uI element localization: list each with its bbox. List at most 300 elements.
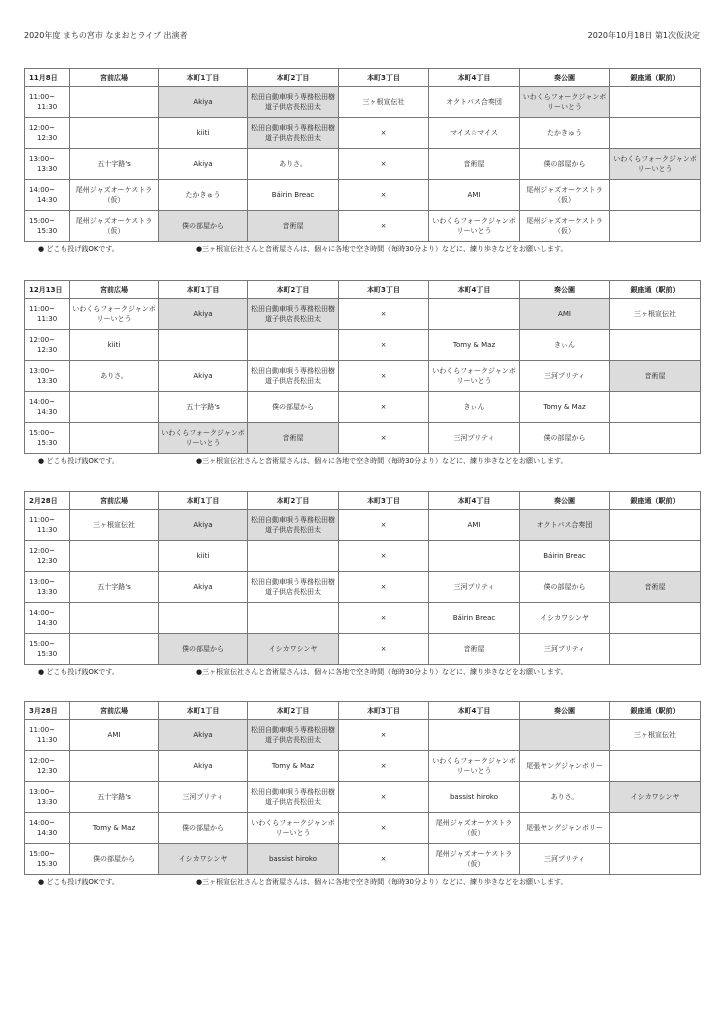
performer-cell: [520, 423, 610, 454]
performer-cell: [70, 180, 159, 211]
time-end: 14:30: [37, 408, 58, 416]
performer-cell: [520, 813, 610, 844]
performer-cell: [70, 572, 159, 603]
performer-name: ×: [380, 403, 387, 411]
venue-header: 本町1丁目: [159, 281, 248, 299]
performer-cell: [70, 751, 159, 782]
performer-cell: [339, 720, 429, 751]
performer-cell: [70, 330, 159, 361]
schedule-block: [24, 68, 701, 256]
performer-name: Tomy & Maz: [92, 824, 136, 832]
performer-cell: [159, 572, 248, 603]
event-date: 12月13日: [25, 281, 70, 299]
performer-name: きぃん: [463, 403, 485, 411]
table-row: [25, 361, 701, 392]
table-row: [25, 720, 701, 751]
table-row: [25, 423, 701, 454]
time-end: 13:30: [37, 165, 58, 173]
time-end: 11:30: [37, 315, 58, 323]
table-header-row: [25, 69, 701, 87]
performer-cell: [159, 361, 248, 392]
performer-cell: [159, 634, 248, 665]
performer-name: ×: [380, 372, 387, 380]
performer-name: きぃん: [554, 341, 575, 349]
performer-name: Akiya: [193, 310, 213, 318]
performer-name: 三河プリティ: [543, 645, 586, 653]
time-slot: [25, 510, 70, 541]
event-date: 11月8日: [25, 69, 70, 87]
performer-cell: [248, 423, 339, 454]
performer-cell: [248, 813, 339, 844]
performer-name: kiiti: [196, 129, 210, 137]
performer-name: 僕の部屋から: [543, 583, 586, 591]
performer-name: AMI: [467, 521, 481, 529]
time-slot: [25, 211, 70, 242]
performer-cell: [70, 720, 159, 751]
venue-header: 銀座通（駅前）: [610, 492, 701, 510]
performer-cell: [520, 782, 610, 813]
venue-header: 本町2丁目: [248, 281, 339, 299]
time-start: 13:00~: [29, 155, 56, 163]
performer-cell: [610, 720, 701, 751]
performer-cell: [429, 634, 520, 665]
venue-header: 本町1丁目: [159, 69, 248, 87]
performer-cell: [520, 634, 610, 665]
time-start: 15:00~: [29, 429, 56, 437]
venue-header: 宮前広場: [70, 702, 159, 720]
performer-cell: [429, 361, 520, 392]
document-date-status: 2020年10月18日 第1次仮決定: [587, 31, 700, 40]
performer-cell: [610, 211, 701, 242]
performer-cell: [248, 603, 339, 634]
time-end: 12:30: [37, 767, 58, 775]
schedule-table: [24, 491, 701, 665]
table-row: [25, 149, 701, 180]
performer-cell: [248, 720, 339, 751]
performer-name: イシカワシンヤ: [630, 793, 680, 801]
performer-cell: [610, 844, 701, 875]
venue-header: 宮前広場: [70, 281, 159, 299]
tip-note: ● どこも投げ銭OKです。: [38, 457, 119, 465]
performer-name: いわくらフォークジャンボリーいとう: [432, 217, 516, 235]
table-row: [25, 180, 701, 211]
parade-note: ●三ヶ根宣伝社さんと音術屋さんは、個々に各地で空き時間（毎時30分より）などに、練り歩きなどをお願いします。: [196, 457, 568, 465]
performer-name: Báirin Breac: [543, 552, 586, 560]
table-row: [25, 330, 701, 361]
time-end: 15:30: [37, 650, 58, 658]
performer-cell: [339, 844, 429, 875]
performer-cell: [70, 541, 159, 572]
performer-name: 三ヶ根宣伝社: [362, 98, 405, 106]
performer-cell: [520, 392, 610, 423]
performer-cell: [610, 149, 701, 180]
time-start: 15:00~: [29, 850, 56, 858]
time-start: 12:00~: [29, 124, 56, 132]
time-start: 11:00~: [29, 516, 56, 524]
performer-name: いわくらフォークジャンボリーいとう: [432, 367, 516, 385]
time-slot: [25, 180, 70, 211]
performer-cell: [248, 361, 339, 392]
schedule-table: [24, 701, 701, 875]
performer-name: 尾州ジャズオーケストラ（仮）: [526, 186, 603, 204]
time-slot: [25, 149, 70, 180]
venue-header: 本町1丁目: [159, 492, 248, 510]
performer-name: 松田自動車唄う専務松田樹道子供店長松田太: [251, 93, 335, 111]
tip-note: ● どこも投げ銭OKです。: [38, 668, 119, 676]
time-end: 11:30: [37, 103, 58, 111]
performer-name: いわくらフォークジャンボリーいとう: [161, 429, 245, 447]
performer-name: 音術屋: [463, 645, 485, 653]
parade-note: ●三ヶ根宣伝社さんと音術屋さんは、個々に各地で空き時間（毎時30分より）などに、練り歩きなどをお願いします。: [196, 245, 568, 253]
performer-cell: [610, 813, 701, 844]
performer-name: ありさ。: [279, 160, 307, 168]
table-row: [25, 118, 701, 149]
performer-name: AMI: [467, 191, 481, 199]
time-start: 13:00~: [29, 367, 56, 375]
performer-cell: [159, 180, 248, 211]
performer-cell: [70, 392, 159, 423]
performer-name: ×: [380, 645, 387, 653]
performer-name: 音術屋: [644, 583, 666, 591]
performer-cell: [429, 603, 520, 634]
time-slot: [25, 87, 70, 118]
parade-note: ●三ヶ根宣伝社さんと音術屋さんは、個々に各地で空き時間（毎時30分より）などに、練り歩きなどをお願いします。: [196, 878, 568, 886]
venue-header: 奏公園: [520, 69, 610, 87]
performer-cell: [520, 180, 610, 211]
performer-name: 尾州ジャズオーケストラ（仮）: [526, 217, 603, 235]
performer-cell: [159, 392, 248, 423]
time-slot: [25, 603, 70, 634]
performer-name: Akiya: [193, 521, 213, 529]
performer-name: 三ヶ根宣伝社: [634, 310, 676, 318]
performer-cell: [159, 720, 248, 751]
performer-name: 五十字路's: [186, 403, 220, 411]
time-start: 11:00~: [29, 305, 56, 313]
schedule-note: [24, 665, 701, 679]
performer-name: 松田自動車唄う専務松田樹道子供店長松田太: [251, 516, 335, 534]
performer-name: ×: [380, 129, 387, 137]
time-start: 12:00~: [29, 336, 56, 344]
performer-name: ×: [380, 793, 387, 801]
table-row: [25, 751, 701, 782]
performer-name: 三河プリティ: [182, 793, 224, 801]
performer-cell: [610, 510, 701, 541]
performer-name: 松田自動車唄う専務松田樹道子供店長松田太: [251, 124, 335, 142]
performer-name: ×: [380, 222, 387, 230]
schedule-table: [24, 280, 701, 454]
performer-cell: [429, 330, 520, 361]
performer-name: Tomy & Maz: [271, 762, 315, 770]
performer-cell: [339, 634, 429, 665]
time-slot: [25, 361, 70, 392]
performer-cell: [429, 844, 520, 875]
time-slot: [25, 392, 70, 423]
venue-header: 本町4丁目: [429, 281, 520, 299]
performer-name: 僕の部屋から: [272, 403, 314, 411]
venue-header: 本町3丁目: [339, 281, 429, 299]
tip-note: ● どこも投げ銭OKです。: [38, 245, 119, 253]
venue-header: 本町2丁目: [248, 69, 339, 87]
time-start: 14:00~: [29, 819, 56, 827]
performer-cell: [520, 844, 610, 875]
performer-name: kiiti: [107, 341, 121, 349]
table-row: [25, 392, 701, 423]
performer-cell: [248, 149, 339, 180]
time-end: 13:30: [37, 798, 58, 806]
document-title: 2020年度 まちの宮市 なまおとライブ 出演者: [24, 31, 188, 40]
performer-name: たかきゅう: [547, 129, 582, 137]
table-row: [25, 603, 701, 634]
time-start: 14:00~: [29, 609, 56, 617]
performer-cell: [610, 118, 701, 149]
venue-header: 奏公園: [520, 281, 610, 299]
performer-name: 尾州ジャズオーケストラ（仮）: [435, 819, 513, 837]
performer-cell: [610, 572, 701, 603]
time-end: 15:30: [37, 227, 58, 235]
performer-cell: [70, 87, 159, 118]
performer-name: 三河プリティ: [543, 372, 586, 380]
performer-cell: [520, 149, 610, 180]
time-slot: [25, 720, 70, 751]
performer-cell: [339, 603, 429, 634]
venue-header: 本町4丁目: [429, 69, 520, 87]
venue-header: 本町1丁目: [159, 702, 248, 720]
performer-name: bassist hiroko: [268, 855, 318, 863]
performer-name: 尾張ヤングジャンボリー: [526, 762, 603, 770]
performer-cell: [429, 572, 520, 603]
tip-note: ● どこも投げ銭OKです。: [38, 878, 119, 886]
performer-name: kiiti: [196, 552, 210, 560]
performer-cell: [339, 392, 429, 423]
schedule-block: [24, 701, 701, 889]
performer-cell: [610, 751, 701, 782]
performer-cell: [429, 211, 520, 242]
performer-name: Akiya: [193, 98, 213, 106]
time-end: 11:30: [37, 526, 58, 534]
performer-cell: [70, 118, 159, 149]
performer-cell: [520, 118, 610, 149]
schedule-note: [24, 454, 701, 468]
time-slot: [25, 541, 70, 572]
performer-name: Akiya: [193, 160, 213, 168]
performer-cell: [339, 572, 429, 603]
performer-name: ×: [380, 824, 387, 832]
venue-header: 奏公園: [520, 492, 610, 510]
performer-cell: [339, 361, 429, 392]
schedule-block: [24, 280, 701, 468]
time-start: 13:00~: [29, 788, 56, 796]
table-row: [25, 782, 701, 813]
schedule-note: [24, 875, 701, 889]
performer-cell: [70, 603, 159, 634]
performer-name: 音術屋: [644, 372, 666, 380]
performer-name: いわくらフォークジャンボリーいとう: [522, 93, 607, 111]
performer-name: 僕の部屋から: [182, 222, 224, 230]
table-row: [25, 541, 701, 572]
performer-cell: [429, 541, 520, 572]
performer-name: ×: [380, 341, 387, 349]
performer-name: ×: [380, 583, 387, 591]
performer-cell: [610, 299, 701, 330]
performer-cell: [248, 634, 339, 665]
time-slot: [25, 572, 70, 603]
performer-name: 松田自動車唄う専務松田樹道子供店長松田太: [251, 367, 335, 385]
performer-name: 五十字路's: [97, 583, 131, 591]
performer-cell: [610, 423, 701, 454]
performer-name: 松田自動車唄う専務松田樹道子供店長松田太: [251, 578, 335, 596]
performer-cell: [610, 330, 701, 361]
performer-cell: [339, 180, 429, 211]
performer-cell: [159, 541, 248, 572]
performer-name: オクトパス合奏団: [446, 98, 502, 106]
performer-cell: [429, 423, 520, 454]
time-start: 15:00~: [29, 217, 56, 225]
performer-cell: [429, 782, 520, 813]
performer-cell: [339, 813, 429, 844]
venue-header: 銀座通（駅前）: [610, 69, 701, 87]
performer-name: Akiya: [193, 731, 213, 739]
venue-header: 銀座通（駅前）: [610, 702, 701, 720]
performer-name: ×: [380, 191, 387, 199]
performer-cell: [610, 782, 701, 813]
time-start: 14:00~: [29, 398, 56, 406]
performer-cell: [429, 180, 520, 211]
performer-cell: [159, 603, 248, 634]
table-header-row: [25, 702, 701, 720]
time-slot: [25, 634, 70, 665]
performer-cell: [70, 299, 159, 330]
performer-name: 三河プリティ: [543, 855, 586, 863]
performer-name: AMI: [107, 731, 121, 739]
performer-name: 三ヶ根宣伝社: [634, 731, 676, 739]
performer-name: ありさ。: [550, 793, 579, 801]
performer-cell: [429, 510, 520, 541]
performer-cell: [520, 720, 610, 751]
schedule-table: [24, 68, 701, 242]
performer-cell: [159, 844, 248, 875]
performer-cell: [610, 361, 701, 392]
performer-cell: [70, 361, 159, 392]
venue-header: 銀座通（駅前）: [610, 281, 701, 299]
performer-cell: [429, 149, 520, 180]
performer-cell: [248, 211, 339, 242]
performer-cell: [339, 782, 429, 813]
performer-name: 僕の部屋から: [543, 160, 586, 168]
time-start: 12:00~: [29, 547, 56, 555]
table-row: [25, 634, 701, 665]
time-slot: [25, 813, 70, 844]
performer-cell: [520, 751, 610, 782]
performer-cell: [520, 361, 610, 392]
performer-cell: [429, 392, 520, 423]
time-start: 14:00~: [29, 186, 56, 194]
performer-name: Tomy & Maz: [543, 403, 586, 411]
performer-name: 僕の部屋から: [543, 434, 586, 442]
performer-cell: [248, 118, 339, 149]
performer-cell: [248, 392, 339, 423]
performer-cell: [159, 782, 248, 813]
time-end: 13:30: [37, 588, 58, 596]
performer-name: いわくらフォークジャンボリーいとう: [613, 155, 697, 173]
time-end: 14:30: [37, 829, 58, 837]
time-start: 11:00~: [29, 726, 56, 734]
performer-cell: [70, 211, 159, 242]
performer-name: 僕の部屋から: [93, 855, 135, 863]
performer-cell: [70, 149, 159, 180]
performer-cell: [520, 330, 610, 361]
performer-name: オクトパス合奏団: [536, 521, 593, 529]
performer-name: 五十字路's: [97, 793, 131, 801]
performer-name: ×: [380, 731, 387, 739]
time-slot: [25, 844, 70, 875]
venue-header: 本町2丁目: [248, 492, 339, 510]
performer-name: 三河プリティ: [453, 434, 495, 442]
performer-name: マイス☆マイス: [450, 129, 498, 137]
venue-header: 宮前広場: [70, 492, 159, 510]
table-header-row: [25, 492, 701, 510]
performer-name: たかきゅう: [185, 191, 221, 199]
performer-name: 尾州ジャズオーケストラ（仮）: [75, 186, 153, 204]
performer-name: 僕の部屋から: [182, 645, 224, 653]
performer-cell: [159, 813, 248, 844]
parade-note: ●三ヶ根宣伝社さんと音術屋さんは、個々に各地で空き時間（毎時30分より）などに、練り歩きなどをお願いします。: [196, 668, 568, 676]
schedule-block: [24, 491, 701, 679]
performer-cell: [339, 423, 429, 454]
table-row: [25, 572, 701, 603]
performer-cell: [520, 211, 610, 242]
performer-name: ×: [380, 521, 387, 529]
performer-cell: [248, 87, 339, 118]
performer-cell: [339, 330, 429, 361]
performer-name: bassist hiroko: [449, 793, 499, 801]
time-start: 11:00~: [29, 93, 56, 101]
time-slot: [25, 751, 70, 782]
performer-name: Akiya: [193, 583, 213, 591]
performer-name: 尾州ジャズオーケストラ（仮）: [435, 850, 513, 868]
performer-name: いわくらフォークジャンボリーいとう: [72, 305, 156, 323]
performer-name: 三河プリティ: [453, 583, 495, 591]
performer-cell: [339, 541, 429, 572]
event-date: 2月28日: [25, 492, 70, 510]
table-row: [25, 211, 701, 242]
performer-cell: [339, 299, 429, 330]
performer-cell: [70, 423, 159, 454]
performer-cell: [248, 330, 339, 361]
performer-name: Akiya: [193, 372, 213, 380]
performer-cell: [610, 603, 701, 634]
performer-cell: [429, 751, 520, 782]
performer-cell: [248, 751, 339, 782]
performer-name: Báirin Breac: [452, 614, 496, 622]
time-start: 15:00~: [29, 640, 56, 648]
performer-cell: [520, 541, 610, 572]
performer-name: ありさ。: [100, 372, 128, 380]
venue-header: 本町3丁目: [339, 492, 429, 510]
time-slot: [25, 299, 70, 330]
performer-cell: [610, 541, 701, 572]
performer-cell: [610, 634, 701, 665]
event-date: 3月28日: [25, 702, 70, 720]
table-header-row: [25, 281, 701, 299]
performer-cell: [70, 510, 159, 541]
performer-cell: [248, 844, 339, 875]
table-row: [25, 844, 701, 875]
performer-cell: [70, 813, 159, 844]
venue-header: 奏公園: [520, 702, 610, 720]
performer-cell: [429, 299, 520, 330]
performer-name: イシカワシンヤ: [178, 855, 228, 863]
time-slot: [25, 118, 70, 149]
